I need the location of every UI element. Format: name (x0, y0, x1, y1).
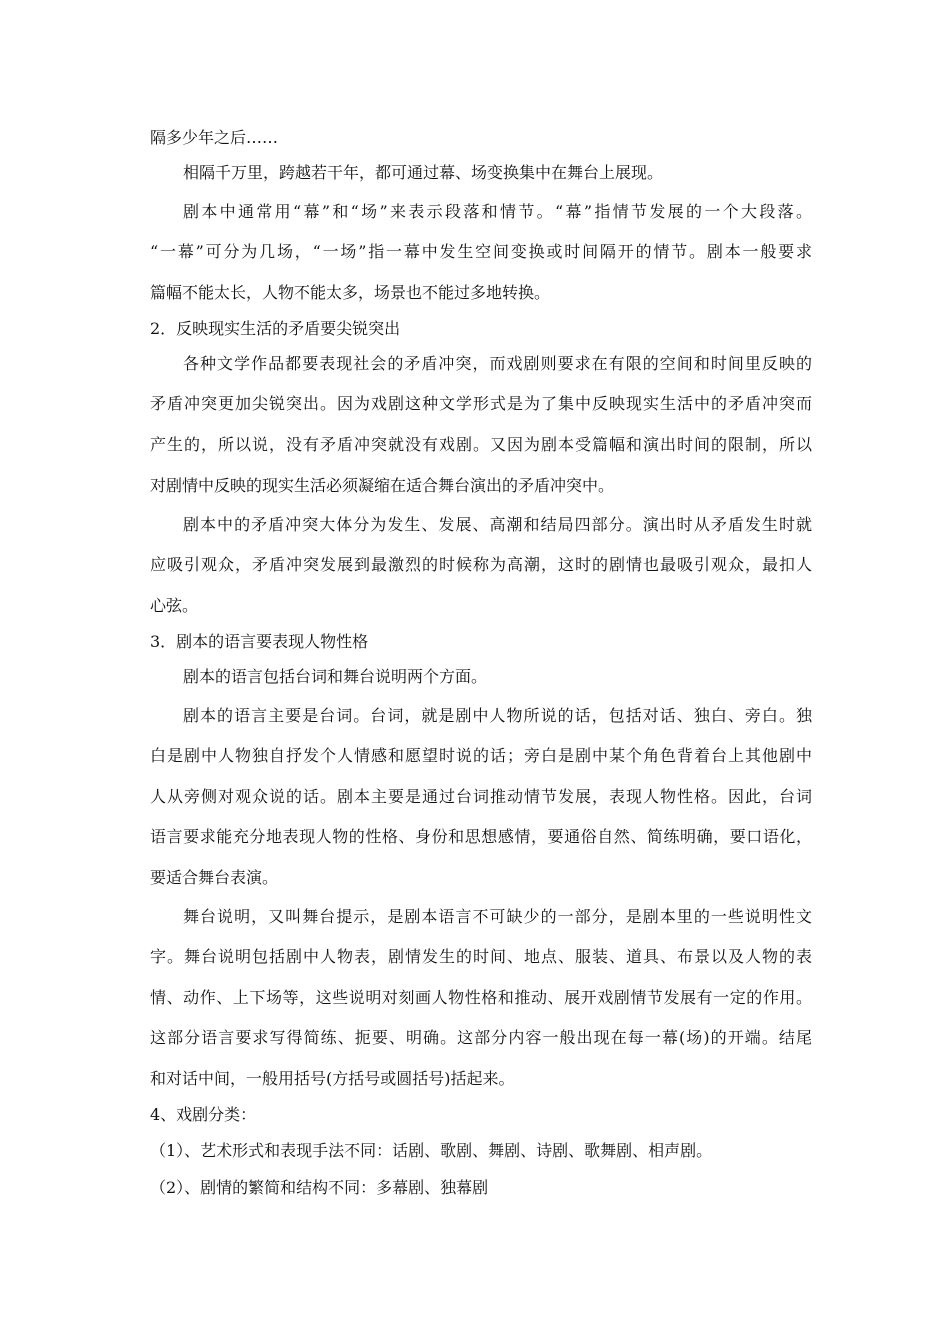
text-line: 剧本中通常用“幕”和“场”来表示段落和情节。“幕”指情节发展的一个大段落。 (183, 202, 812, 221)
text-line: 剧本中的矛盾冲突大体分为发生、发展、高潮和结局四部分。演出时从矛盾发生时就 (183, 515, 812, 534)
text-line: 字。舞台说明包括剧中人物表，剧情发生的时间、地点、服装、道具、布景以及人物的表 (150, 947, 812, 966)
list-item: （2）、剧情的繁简和结构不同：多幕剧、独幕剧 (150, 1178, 489, 1197)
section-heading: 3．剧本的语言要表现人物性格 (150, 632, 369, 651)
text-line: 篇幅不能太长，人物不能太多，场景也不能过多地转换。 (150, 283, 551, 302)
text-line: 白是剧中人物独自抒发个人情感和愿望时说的话；旁白是剧中某个角色背着台上其他剧中 (150, 746, 812, 765)
text-line: 人从旁侧对观众说的话。剧本主要是通过台词推动情节发展，表现人物性格。因此，台词 (150, 787, 812, 806)
text-line: 矛盾冲突更加尖锐突出。因为戏剧这种文学形式是为了集中反映现实生活中的矛盾冲突而 (150, 394, 812, 413)
text-line: 情、动作、上下场等，这些说明对刻画人物性格和推动、展开戏剧情节发展有一定的作用。 (150, 988, 812, 1007)
text-line: 舞台说明，又叫舞台提示，是剧本语言不可缺少的一部分，是剧本里的一些说明性文 (183, 907, 812, 926)
text-line: 心弦。 (150, 596, 199, 615)
text-line: 语言要求能充分地表现人物的性格、身份和思想感情，要通俗自然、简练明确，要口语化， (150, 827, 812, 846)
text-line: 应吸引观众，矛盾冲突发展到最激烈的时候称为高潮，这时的剧情也最吸引观众，最扣人 (150, 555, 812, 574)
text-line: 各种文学作品都要表现社会的矛盾冲突，而戏剧则要求在有限的空间和时间里反映的 (183, 354, 812, 373)
section-heading: 4、戏剧分类： (150, 1105, 257, 1124)
section-heading: 2．反映现实生活的矛盾要尖锐突出 (150, 319, 401, 338)
text-line: 剧本的语言主要是台词。台词，就是剧中人物所说的话，包括对话、独白、旁白。独 (183, 706, 812, 725)
text-line: 这部分语言要求写得简练、扼要、明确。这部分内容一般出现在每一幕(场)的开端。结尾 (150, 1028, 812, 1047)
text-line: 和对话中间，一般用括号(方括号或圆括号)括起来。 (150, 1069, 515, 1088)
text-line: 相隔千万里，跨越若干年，都可通过幕、场变换集中在舞台上展现。 (183, 163, 664, 182)
text-line: “一幕”可分为几场，“一场”指一幕中发生空间变换或时间隔开的情节。剧本一般要求 (150, 242, 812, 261)
list-item: （1）、艺术形式和表现手法不同：话剧、歌剧、舞剧、诗剧、歌舞剧、相声剧。 (150, 1141, 713, 1160)
text-line: 对剧情中反映的现实生活必须凝缩在适合舞台演出的矛盾冲突中。 (150, 476, 615, 495)
text-line: 隔多少年之后…… (150, 128, 279, 147)
text-line: 要适合舞台表演。 (150, 868, 279, 887)
text-line: 产生的，所以说，没有矛盾冲突就没有戏剧。又因为剧本受篇幅和演出时间的限制，所以 (150, 435, 812, 454)
text-line: 剧本的语言包括台词和舞台说明两个方面。 (183, 667, 488, 686)
